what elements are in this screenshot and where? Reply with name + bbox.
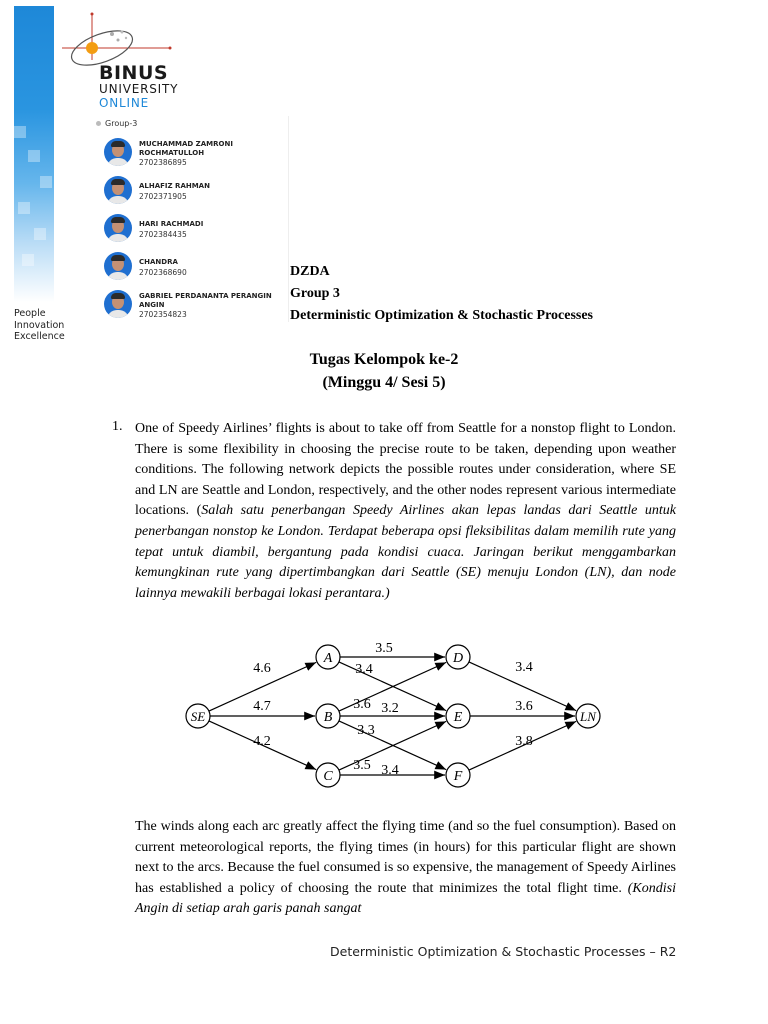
tagline-innovation: Innovation [14, 319, 65, 331]
title-line-2: (Minggu 4/ Sesi 5) [322, 374, 446, 391]
node-ln [576, 704, 600, 728]
group-members-panel [90, 116, 289, 322]
logo-binus: BINUS [99, 62, 169, 84]
member-id: 2702371905 [139, 192, 187, 201]
group-label [96, 119, 137, 128]
avatar [104, 290, 132, 318]
arc-label: 3.4 [515, 660, 533, 675]
member-item [104, 174, 284, 208]
logo-online: ONLINE [99, 96, 150, 110]
arc-label: 3.2 [381, 701, 399, 716]
node-e [446, 704, 470, 728]
member-id: 2702368690 [139, 268, 187, 277]
node-label: LN [580, 709, 596, 724]
node-a [316, 645, 340, 669]
node-label: D [452, 651, 464, 666]
member-name: ALHAFIZ RAHMAN [139, 182, 210, 190]
arc-label: 3.3 [357, 723, 375, 738]
group-label-text: Group-3 [105, 119, 138, 128]
member-item [104, 136, 284, 170]
winds-paragraph [135, 817, 676, 920]
member-id: 2702354823 [139, 310, 187, 319]
question-number: 1. [112, 419, 123, 434]
node-label: SE [190, 709, 206, 724]
avatar [104, 138, 132, 166]
course-name: Deterministic Optimization & Stochastic Processes [290, 308, 594, 323]
arc-label: 3.5 [375, 641, 393, 656]
sidebar-decoration [14, 6, 54, 302]
route-network-diagram [180, 636, 610, 796]
binus-logo [62, 12, 192, 112]
member-name: GABRIEL PERDANANTA PERANGIN ANGIN [139, 292, 272, 309]
arc-label: 3.4 [381, 763, 399, 778]
member-item [104, 212, 284, 246]
winds-id: (Kondisi Angin di setiap arah garis panah sangat [135, 880, 676, 917]
group-name: Group 3 [290, 286, 340, 301]
member-id: 2702384435 [139, 230, 187, 239]
page-footer: Deterministic Optimization & Stochastic Processes – R2 [330, 944, 677, 959]
question-intro [135, 419, 676, 604]
question-intro-id: Salah satu penerbangan Speedy Airlines akan lepas landas dari Seattle untuk penerbangan nonstop ke London. Terdapat beberapa opsi fleksibilitas dalam memilih rute yang tepat untuk diambil, bergantung pada kondisi cuaca. Jaringan berikut menggambarkan kemungkinan rute yang dipertimbangkan dari Seattle (SE) menuju London (LN), dan node lainnya mewakili berbagai lokasi perantara.) [135, 503, 676, 601]
arc-label: 4.6 [253, 661, 271, 676]
member-name: CHANDRA [139, 258, 178, 266]
node-b [316, 704, 340, 728]
tagline-excellence: Excellence [14, 331, 65, 342]
node-label: C [323, 769, 333, 784]
member-name: HARI RACHMADI [139, 220, 204, 228]
node-se [186, 704, 210, 728]
arc-label: 3.4 [355, 662, 373, 677]
winds-en: The winds along each arc greatly affect the flying time (and so the fuel consumption). Based on current meteorological reports, the flying times (in hours) for this particular flight are shown next to the arcs. Because the fuel consumed is so expensive, the management of Speedy Airlines has established a policy of choosing the route that minimizes the total flight time. [135, 819, 676, 896]
node-label: F [453, 769, 463, 784]
node-label: B [323, 710, 333, 725]
arc-label: 3.8 [515, 734, 533, 749]
document-header [290, 261, 593, 327]
tagline-people: People [14, 308, 46, 319]
avatar [104, 214, 132, 242]
arc-label: 3.5 [353, 758, 371, 773]
tagline [14, 308, 65, 343]
arc-label: 3.6 [353, 697, 371, 712]
question-intro-en: One of Speedy Airlines’ flights is about to take off from Seattle for a nonstop flight to London. There is some flexibility in choosing the precise route to be taken, depending upon weather conditions. The following network depicts the possible routes under consideration, where SE and LN are Seattle and London, respectively, and the other nodes represent various intermediate locations. ( [135, 421, 676, 519]
member-name: MUCHAMMAD ZAMRONI ROCHMATULLOH [139, 140, 233, 157]
member-item [104, 288, 284, 322]
member-id: 2702386895 [139, 158, 187, 167]
arc-label: 3.6 [515, 699, 533, 714]
arc-label: 4.2 [253, 734, 271, 749]
title-line-1: Tugas Kelompok ke-2 [309, 351, 459, 368]
node-label: E [453, 710, 463, 725]
logo-university: UNIVERSITY [99, 82, 179, 96]
member-item [104, 250, 284, 284]
node-label: A [323, 651, 333, 666]
avatar [104, 176, 132, 204]
node-f [446, 763, 470, 787]
avatar [104, 252, 132, 280]
node-c [316, 763, 340, 787]
page-title [0, 348, 768, 394]
class-code: DZDA [290, 264, 330, 279]
arc-label: 4.7 [253, 699, 271, 714]
node-d [446, 645, 470, 669]
